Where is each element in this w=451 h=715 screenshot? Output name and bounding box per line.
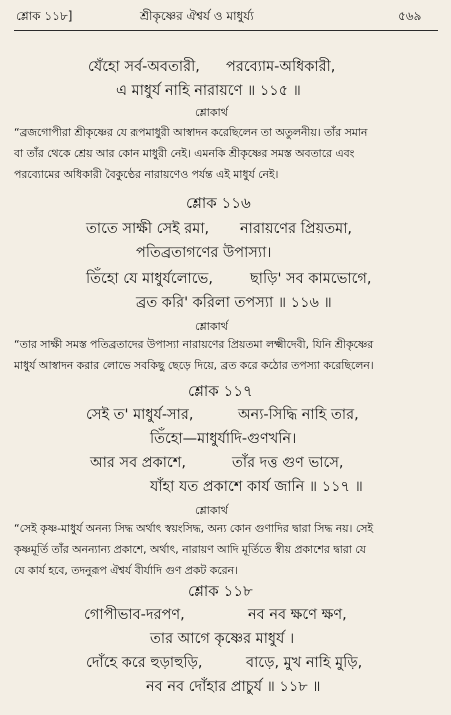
translation-117 xyxy=(14,518,438,581)
translation-115-line: পরব্যোমের অধিকারী বৈকুণ্ঠের নারায়ণেও পর্যন্ত এই মাধুর্য নেই। xyxy=(14,168,279,181)
header-rule xyxy=(14,30,438,31)
translation-117-line: যে কার্য হবে, তদনুরূপ ঐশ্বর্য বীর্যাদি গুণ প্রকট করেন। xyxy=(14,564,238,577)
header-title: শ্রীকৃষ্ণের ঐশ্বর্য ও মাধুর্য্য xyxy=(140,9,254,23)
verse-116-line-2: পতিব্রতাগণের উপাস্যা। xyxy=(136,245,272,261)
verse-118-line-4: নব নব দোঁহার প্রাচুর্য ॥ ১১৮ ॥ xyxy=(146,679,321,695)
verse-117-line-4: যাঁহা যত প্রকাশে কার্য জানি ॥ ১১৭ ॥ xyxy=(150,479,363,495)
verse-116-line-3a: তিঁহো যে মাধুর্যলোভে, xyxy=(86,271,213,287)
verse-117-line-1a: সেই ত' মাধুর্য-সার, xyxy=(86,407,194,423)
verse-118-label: শ্লোক ১১৮ xyxy=(188,582,253,600)
verse-117-label: শ্লোক ১১৭ xyxy=(188,382,253,400)
verse-115-line-2: এ মাধুর্য নাহি নারায়ণে ॥ ১১৫ ॥ xyxy=(116,83,301,99)
translation-117-line: “সেই কৃষ্ণ-মাধুর্য অনন্য সিদ্ধ অর্থাৎ স্বয়ংসিদ্ধ, অন্য কোন গুণাদির দ্বারা সিদ্ধ নয়। সেই xyxy=(14,522,373,535)
verse-115-line-1a: যেঁহো সর্ব-অবতারী, xyxy=(88,59,200,75)
verse-117-line-3b: তাঁর দত্ত গুণ ভাসে, xyxy=(232,455,344,471)
verse-116-label: শ্লোক ১১৬ xyxy=(186,194,251,212)
verse-115-line-1b: পরব্যোম-অধিকারী, xyxy=(226,59,336,75)
translation-116 xyxy=(14,334,438,376)
verse-116-line-1b: নারায়ণের প্রিয়তমা, xyxy=(240,221,353,237)
translation-115-line: বা তাঁর থেকে শ্রেয় আর কোন মাধুরী নেই। এমনকি শ্রীকৃষ্ণের সমস্ত অবতারে এবং xyxy=(14,147,355,160)
translation-115 xyxy=(14,122,438,185)
verse-116-line-1a: তাতে সাক্ষী সেই রমা, xyxy=(86,221,210,237)
verse-116-line-4: ব্রত করি' করিলা তপস্যা ॥ ১১৬ ॥ xyxy=(136,295,332,311)
header-verse-ref: শ্লোক ১১৮] xyxy=(16,9,73,23)
verse-117-line-2: তিঁহো—মাধুর্যাদি-গুণখনি। xyxy=(150,431,297,447)
translation-115-line: “ব্রজগোপীরা শ্রীকৃষ্ণের যে রূপমাধুরী আস্বাদন করেছিলেন তা অতুলনীয়। তাঁর সমান xyxy=(14,126,368,139)
translation-115-label: শ্লোকার্থ xyxy=(195,106,228,119)
verse-118-line-3a: দোঁহে করে হুড়াহুড়ি, xyxy=(86,655,203,671)
verse-118-line-3b: বাড়ে, মুখ নাহি মুড়ি, xyxy=(246,655,363,671)
translation-116-line: “তার সাক্ষী সমস্ত পতিব্রতাদের উপাস্যা নারায়ণের প্রিয়তমা লক্ষ্মীদেবী, যিনি শ্রীকৃষ্ণের xyxy=(14,338,374,351)
verse-118-line-1b: নব নব ক্ষণে ক্ষণ, xyxy=(248,607,347,623)
page-number: ৫৬৯ xyxy=(398,9,422,23)
verse-118-line-1a: গোপীভাব-দরপণ, xyxy=(84,607,185,623)
verse-117-line-1b: অন্য-সিদ্ধি নাহি তার, xyxy=(238,407,359,423)
verse-117-line-3a: আর সব প্রকাশে, xyxy=(90,455,186,471)
verse-116-line-3b: ছাড়ি' সব কামভোগে, xyxy=(250,271,372,287)
translation-117-label: শ্লোকার্থ xyxy=(195,504,228,517)
translation-116-label: শ্লোকার্থ xyxy=(195,320,228,333)
translation-117-line: কৃষ্ণমূর্তি তাঁর অনন্যান্য প্রকাশে, অর্থাৎ, নারায়ণ আদি মূর্তিতে স্বীয় প্রকাশের দ্বারা যে xyxy=(14,543,366,556)
verse-118-line-2: তার আগে কৃষ্ণের মাধুর্য । xyxy=(150,631,295,647)
translation-116-line: মাধুর্য আস্বাদন করার লোভে সবকিছু ছেড়ে দিয়ে, ব্রত করে কঠোর তপস্যা করেছিলেন। xyxy=(14,359,374,372)
